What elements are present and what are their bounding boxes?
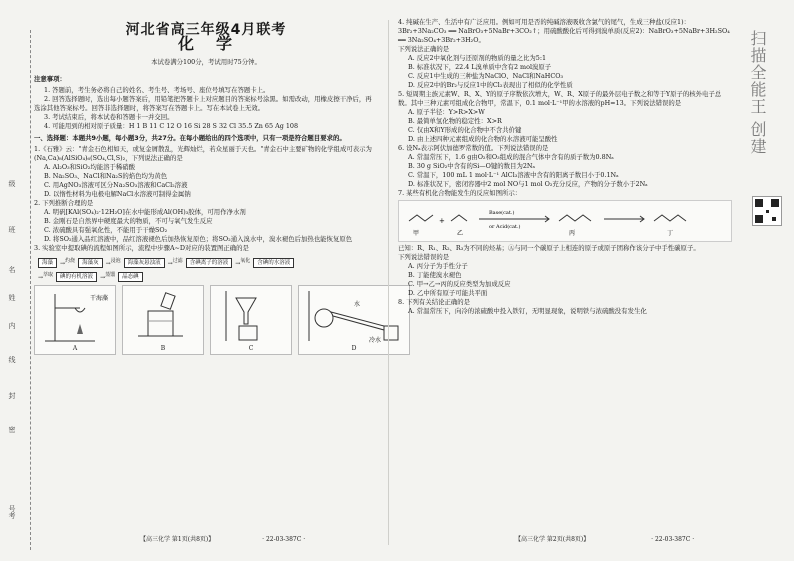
crucible-burner-figure: [35, 286, 115, 344]
option: A. 丙分子为手性分子: [408, 262, 468, 270]
reaction-scheme-figure: [399, 201, 729, 241]
flow-box: 海藻灰悬浊液: [124, 258, 165, 268]
binding-label: 名: [8, 266, 16, 273]
subject-title: 化学: [177, 34, 254, 53]
flow-step: →$^{蒸馏}$: [100, 272, 116, 281]
exam-title: 河北省高三年级4月联考: [125, 22, 287, 38]
option: D. 反应2中的Br₂与反应1中的Cl₂表现出了相似的化学性质: [408, 81, 573, 89]
right-footer: [515, 534, 694, 543]
option: B. 标准状况下，22.4 L溴单质中含有2 mol溴原子: [408, 63, 552, 71]
section-heading: 一、选择题：本题共9小题，每小题3分，共27分。在每小题给出的四个选项中，只有一项是符合题目要求的。: [34, 134, 346, 142]
note-item: 4. 可能用到的相对原子质量：H 1 B 11 C 12 O 16 Si 28 S 32 Cl 35.5 Zn 65 Ag 108: [44, 122, 299, 130]
funnel-figure: [211, 286, 291, 344]
question-stem: 3. 实验室中提取碘的流程如图所示，流程中步骤A~D对应的装置图正确的是: [34, 244, 249, 252]
apparatus-figures: [34, 285, 382, 355]
question-stem: 4. 纯碱在生产、生活中有广泛应用。例如可用是否的纯碱溶液吸收含氯气的尾气，生成三种盐(反应1)：3Br₂+3Na₂CO₃ ══ NaBrO₃+5NaBr+3CO₂↑；用硫酸酸化后可得到溴单质(反应2)：NaBrO₃+5NaBr+3H₂SO₄ ══ 3Na₂SO₄+3Br₂+3H₂O。: [398, 18, 730, 44]
page-footer-text: 【高三化学 第1页(共8页)】: [140, 536, 215, 543]
page-footer-text: 【高三化学 第2页(共8页)】: [515, 536, 590, 543]
option: C. 用AgNO₃溶液可区分Na₂SO₃溶液和CaCl₂溶液: [44, 181, 188, 189]
extraction-flowchart: [38, 257, 378, 268]
left-footer: [140, 534, 305, 543]
svg-text:干海藻: 干海藻: [90, 295, 109, 302]
page-code: · 22-03-387C ·: [262, 536, 306, 543]
apparatus-b: [122, 285, 204, 355]
option: D. 以惰性材料为电极电解NaCl水溶液可制得金属钠: [44, 190, 191, 198]
option: A. 明矾[KAl(SO₄)₂·12H₂O]在水中能形成Al(OH)₃胶体，可用作净水剂: [44, 208, 246, 216]
svg-text:丁: 丁: [667, 230, 674, 237]
figure-label: A: [72, 345, 78, 352]
flow-box: 含碘的水溶液: [253, 258, 294, 268]
beaker-figure: [123, 286, 203, 344]
note-item: 3. 考试结束后，将本试卷和答题卡一并交回。: [44, 113, 174, 121]
qr-code-icon: [752, 196, 782, 226]
binding-label: 内: [8, 322, 16, 329]
question-note: 已知：R、R₁、R₂、R₃为不同的烃基；Ⓐ与同一个碳原子上相连的原子或原子团称作该分子中手性碳原子。: [398, 244, 700, 252]
option: D. 乙中所有原子可能共平面: [408, 289, 488, 297]
left-column: [34, 18, 382, 357]
question-stem: 7. 某些有机化合物能发生的反应如图所示：: [398, 189, 522, 197]
option: A. 常温常压下，1.6 g由O₂和O₃组成的混合气体中含有的质子数为0.8Nₐ: [408, 153, 614, 161]
svg-text:甲: 甲: [413, 230, 420, 237]
flow-box: 碘的有机溶液: [56, 272, 97, 282]
option: B. 丁能使溴水褪色: [408, 271, 462, 279]
binding-label: 线: [8, 356, 16, 363]
note-item: 2. 回答选择题时，选出每小题答案后，用铅笔把答题卡上对应题目的答案标号涂黑。如需改动，用橡皮擦干净后，再选涂其他答案标号。回答非选择题时，将答案写在答题卡上。写在本试卷上无效。: [34, 95, 372, 112]
svg-text:or Acid(cat.): or Acid(cat.): [489, 224, 521, 230]
right-column: [398, 18, 732, 316]
apparatus-a: [34, 285, 116, 355]
distillation-figure: [299, 286, 409, 344]
option: A. 常温常压下，向冷的浓硫酸中投入铁钉，无明显现象，说明铁与浓硫酸没有发生化: [408, 307, 647, 315]
apparatus-d: [298, 285, 410, 355]
binding-label: 封: [8, 392, 16, 399]
apparatus-c: [210, 285, 292, 355]
svg-text:冷水: 冷水: [369, 337, 382, 344]
option: D. 标准状况下，密闭容器中2 mol NO与1 mol O₂充分反应，产物的分子数小于2Nₐ: [408, 180, 648, 188]
option: C. 反应1中生成的三种盐为NaClO、NaCl和NaHCO₃: [408, 72, 564, 80]
question-stem: 8. 下列有关结论正确的是: [398, 298, 471, 306]
option: A. Al₂O₃和SiO₂均能溶于稀硝酸: [44, 163, 136, 171]
option: B. 最简单氢化物的稳定性：X>R: [408, 117, 502, 125]
question-stem: 5. 短周期主族元素W、R、X、Y的原子序数依次增大，W、R、X原子的最外层电子数之和等于Y原子的核外电子总数。其中三种元素可组成化合物甲，常温下，0.1 mol·L⁻¹甲的水溶液的pH=13。下列说法错误的是: [398, 90, 722, 107]
option: B. 金刚石是自然界中硬度最大的物质，不可与氧气发生反应: [44, 217, 213, 225]
option: B. Na₂SO₃、NaCl和Na₂S的焰色均为黄色: [44, 172, 168, 180]
scanner-watermark: 扫描全能王 创建: [748, 30, 767, 156]
page-code: · 22-03-387C ·: [651, 536, 695, 543]
flow-step: →$^{萃取}$: [38, 272, 54, 281]
svg-text:+: +: [439, 217, 445, 225]
option: D. 由上述四种元素组成的化合物的水溶液可能呈酸性: [408, 135, 558, 143]
flow-box: 晶态碘: [118, 272, 143, 282]
flow-box: 含碘离子的溶液: [186, 258, 233, 268]
question-stem: 6. 设Nₐ表示阿伏加德罗常数的值。下列说法错误的是: [398, 144, 549, 152]
svg-text:乙: 乙: [457, 230, 464, 237]
exam-meta: 本试卷满分100分，考试用时75分钟。: [151, 58, 261, 66]
question-sub: 下列说法正确的是: [398, 45, 450, 53]
figure-label: C: [248, 345, 254, 352]
flow-step: →$^{灼烧}$: [60, 258, 76, 267]
flow-box: 海藻灰: [78, 258, 103, 268]
binding-label-exam-number: 号考: [8, 505, 16, 519]
binding-label: 密: [8, 426, 16, 433]
option: B. 30 g SiO₂中含有的Si—O键的数目为2Nₐ: [408, 162, 535, 170]
svg-text:Base(cat.): Base(cat.): [489, 210, 515, 216]
binding-label: 班: [8, 226, 16, 233]
flow-step: →$^{浸泡}$: [105, 258, 121, 267]
option: C. 浓硫酸具有强氧化性，不能用于干燥SO₂: [44, 226, 168, 234]
binding-label: 姓: [8, 294, 16, 301]
svg-text:水: 水: [354, 301, 361, 308]
flow-box: 海藻: [38, 258, 57, 268]
svg-text:丙: 丙: [569, 230, 576, 237]
column-divider: [388, 20, 389, 545]
option: A. 原子半径：Y>R>X>W: [408, 108, 485, 116]
binding-label: 级: [8, 180, 16, 187]
notes-heading: 注意事项：: [34, 75, 66, 83]
option: C. 仅由X和Y形成的化合物中不含共价键: [408, 126, 522, 134]
option: C. 甲→乙→丙的反应类型为加成反应: [408, 280, 511, 288]
option: C. 常温下，100 mL 1 mol·L⁻¹ AlCl₃溶液中含有的阳离子数目小于0.1Nₐ: [408, 171, 619, 179]
figure-label: D: [351, 345, 357, 352]
flow-step: →$^{过滤}$: [167, 258, 183, 267]
option: D. 将SO₂通入品红溶液中，品红溶液褪色后加热恢复原色；将SO₂通入溴水中，溴水褪色后加热也能恢复原色: [44, 235, 353, 243]
binding-margin: [0, 30, 31, 550]
extraction-flowchart-row2: [38, 271, 378, 282]
option: A. 反应2中氧化剂与还原剂的物质的量之比为5:1: [408, 54, 547, 62]
question-stem: 1.《石雅》云："青金石色相如天，或复金屑散乱，光辉灿烂，若众星丽于天也。"青金石中主要矿物的化学组成可表示为(Na,Ca)₈(AlSiO₄)₆(SO₄,Cl,S)₂，下列说法正确的是: [34, 145, 372, 162]
question-sub: 下列说法错误的是: [398, 253, 450, 261]
reaction-scheme: [398, 200, 732, 242]
note-item: 1. 答题前，考生务必将自己的姓名、考生号、考场号、座位号填写在答题卡上。: [44, 86, 270, 94]
question-stem: 2. 下列推断合理的是: [34, 199, 94, 207]
figure-label: B: [160, 345, 166, 352]
flow-step: →$^{氧化}$: [235, 258, 251, 267]
